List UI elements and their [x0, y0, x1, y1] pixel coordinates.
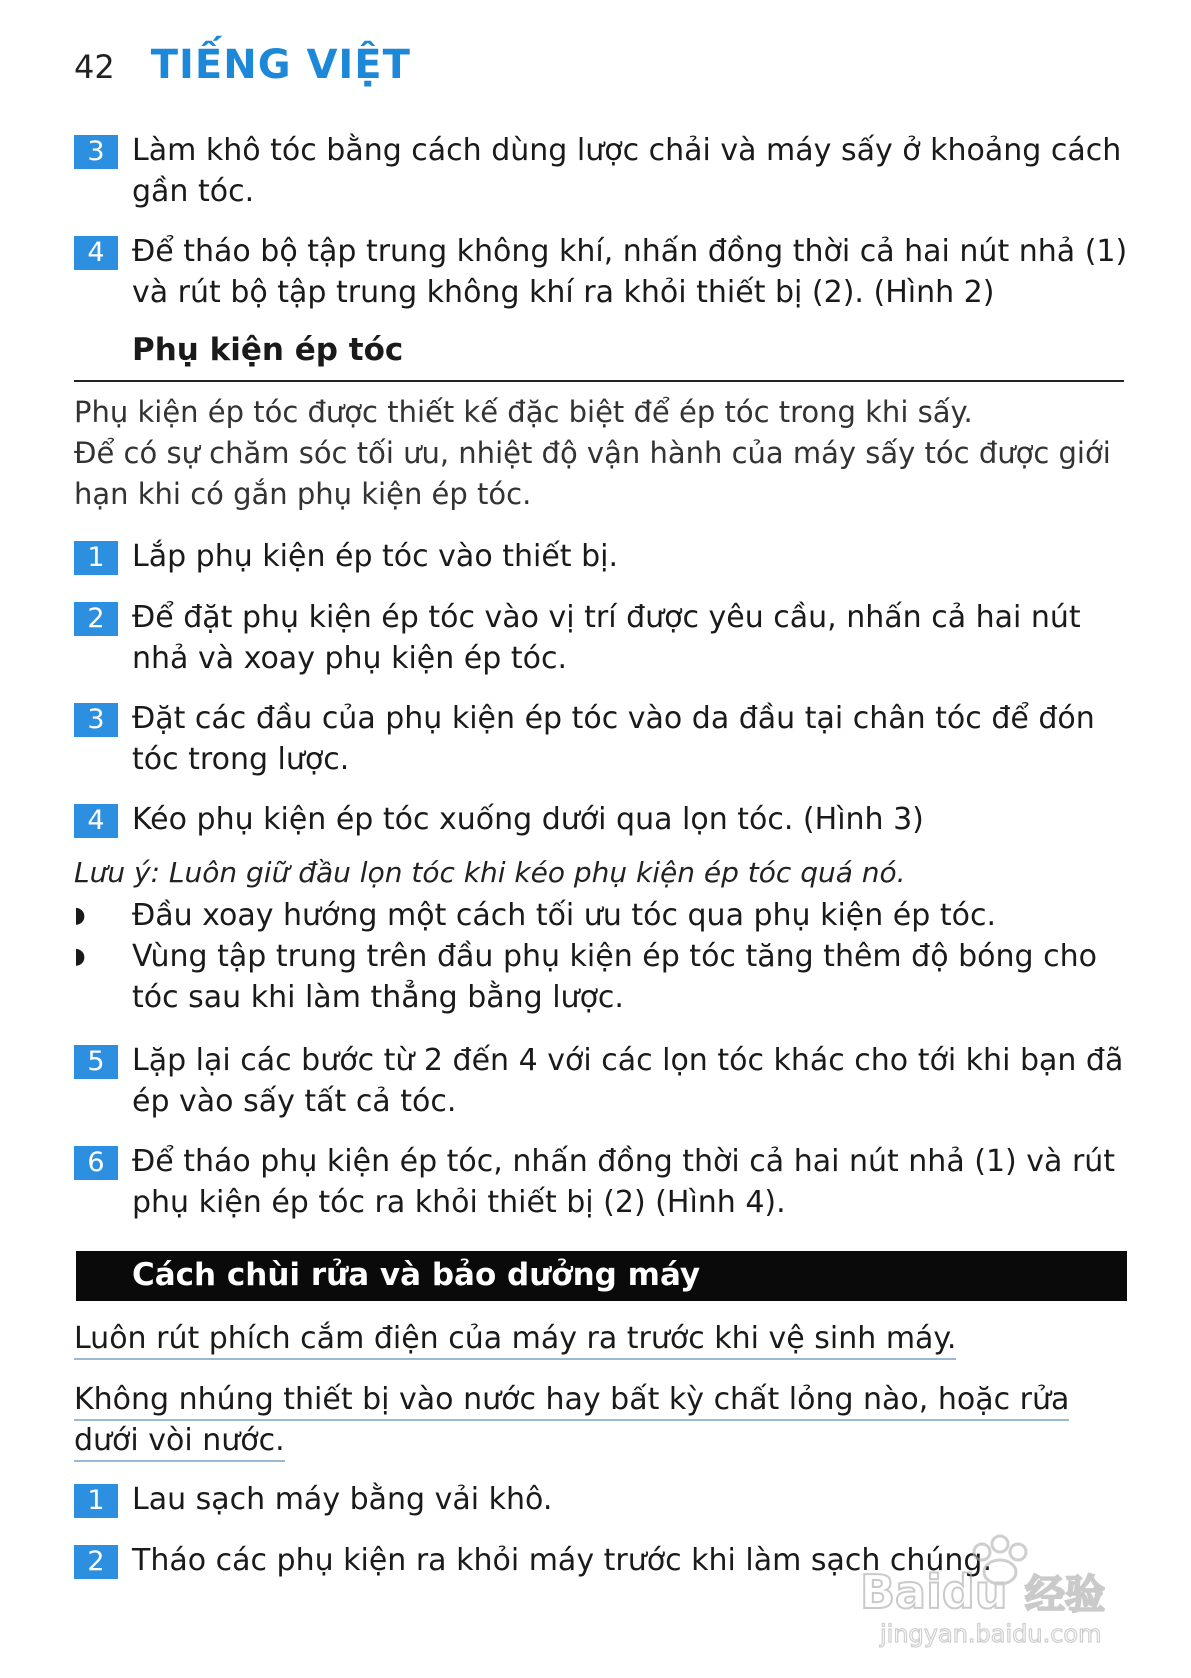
- step-item: [74, 130, 1134, 212]
- svg-text:经验: 经验: [1025, 1572, 1105, 1618]
- bullet-icon: ◗: [74, 944, 86, 969]
- step-text: Lau sạch máy bằng vải khô.: [132, 1482, 553, 1517]
- step-number-badge: 3: [74, 703, 118, 737]
- baidu-watermark-logo: [850, 1530, 1150, 1650]
- intro-line: Phụ kiện ép tóc được thiết kế đặc biệt để ép tóc trong khi sấy.: [74, 395, 973, 429]
- step-item: [74, 1479, 1134, 1520]
- step-item: [74, 799, 1134, 840]
- section-heading-bar: [76, 1251, 1127, 1301]
- step-item: [74, 536, 1134, 577]
- step-item: [74, 231, 1134, 313]
- warning-line: Không nhúng thiết bị vào nước hay bất kỳ chất lỏng nào, hoặc rửa dưới vòi nước.: [74, 1382, 1069, 1462]
- step-item: [74, 698, 1134, 780]
- step-text: Lắp phụ kiện ép tóc vào thiết bị.: [132, 539, 618, 574]
- section-heading-text: Cách chùi rửa và bảo dưởng máy: [132, 1257, 701, 1293]
- subheading: [74, 330, 1124, 382]
- step-text: Đặt các đầu của phụ kiện ép tóc vào da đầu tại chân tóc để đón tóc trong lược.: [132, 701, 1095, 777]
- step-number-badge: 4: [74, 236, 118, 270]
- step-number-badge: 2: [74, 602, 118, 636]
- step-item: [74, 1141, 1134, 1223]
- bullet-item: [74, 895, 1134, 936]
- step-number-badge: 3: [74, 135, 118, 169]
- step-number-badge: 1: [74, 1484, 118, 1518]
- bullet-text: Vùng tập trung trên đầu phụ kiện ép tóc tăng thêm độ bóng cho tóc sau khi làm thẳng bằng lược.: [132, 939, 1097, 1015]
- subheading-text: Phụ kiện ép tóc: [132, 332, 404, 368]
- step-text: Làm khô tóc bằng cách dùng lược chải và máy sấy ở khoảng cách gần tóc.: [132, 133, 1122, 209]
- step-item: [74, 1040, 1134, 1122]
- svg-text:jingyan.baidu.com: jingyan.baidu.com: [880, 1620, 1102, 1648]
- svg-text:Baidu: Baidu: [860, 1565, 1008, 1619]
- bullet-item: [74, 936, 1134, 1018]
- step-number-badge: 6: [74, 1146, 118, 1180]
- step-text: Lặp lại các bước từ 2 đến 4 với các lọn tóc khác cho tới khi bạn đã ép vào sấy tất cả tóc.: [132, 1043, 1124, 1119]
- page-number: 42: [74, 48, 115, 86]
- step-number-badge: 2: [74, 1545, 118, 1579]
- intro-paragraph: [74, 392, 1134, 515]
- intro-line: Để có sự chăm sóc tối ưu, nhiệt độ vận hành của máy sấy tóc được giới hạn khi có gắn phụ kiện ép tóc.: [74, 436, 1111, 511]
- step-number-badge: 5: [74, 1045, 118, 1079]
- language-title: TIẾNG VIỆT: [150, 42, 411, 88]
- warning-line: Luôn rút phích cắm điện của máy ra trước khi vệ sinh máy.: [74, 1321, 956, 1360]
- warning-text: [74, 1379, 1134, 1461]
- step-number-badge: 4: [74, 804, 118, 838]
- step-text: Để đặt phụ kiện ép tóc vào vị trí được yêu cầu, nhấn cả hai nút nhả và xoay phụ kiện ép tóc.: [132, 600, 1081, 676]
- bullet-icon: ◗: [74, 903, 86, 928]
- step-number-badge: 1: [74, 541, 118, 575]
- step-item: [74, 597, 1134, 679]
- warning-text: [74, 1318, 1134, 1359]
- step-text: Để tháo phụ kiện ép tóc, nhấn đồng thời cả hai nút nhả (1) và rút phụ kiện ép tóc ra khỏi thiết bị (2) (Hình 4).: [132, 1144, 1116, 1220]
- bullet-text: Đầu xoay hướng một cách tối ưu tóc qua phụ kiện ép tóc.: [132, 898, 996, 933]
- page-header: [74, 42, 411, 92]
- step-text: Tháo các phụ kiện ra khỏi máy trước khi làm sạch chúng.: [132, 1543, 993, 1578]
- step-text: Kéo phụ kiện ép tóc xuống dưới qua lọn tóc. (Hình 3): [132, 802, 924, 837]
- note-text: Lưu ý: Luôn giữ đầu lọn tóc khi kéo phụ kiện ép tóc quá nó.: [74, 856, 906, 889]
- step-text: Để tháo bộ tập trung không khí, nhấn đồng thời cả hai nút nhả (1) và rút bộ tập trung không khí ra khỏi thiết bị (2). (Hình 2): [132, 234, 1128, 310]
